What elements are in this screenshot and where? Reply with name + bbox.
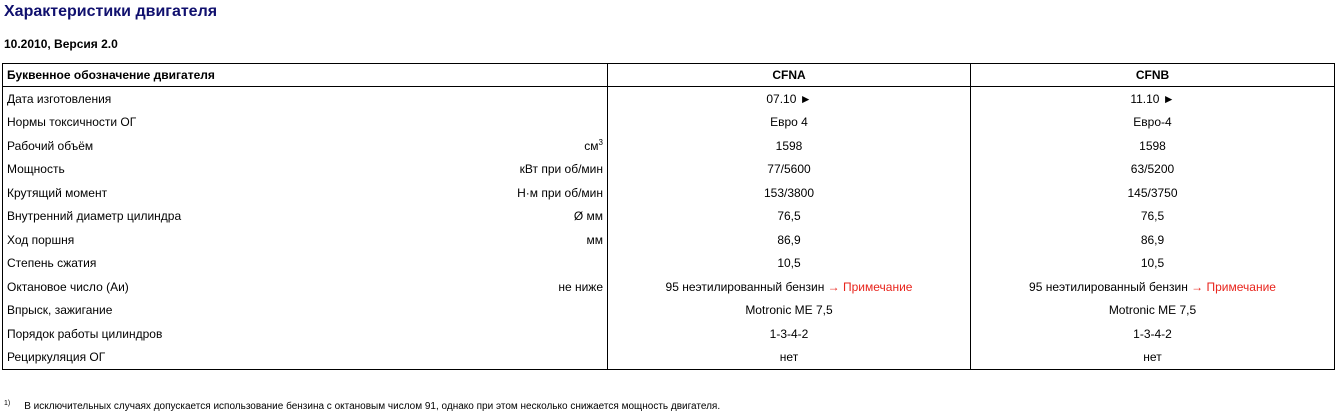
table-row xyxy=(3,322,1335,346)
value-cell-cfnb: 1-3-4-2 xyxy=(971,322,1335,346)
param-unit: $см^3$ xyxy=(584,137,603,153)
param-label: Ход поршня xyxy=(7,232,75,247)
value-cell-cfnb: 86,9 xyxy=(971,228,1335,252)
engine-code-cfnb: CFNB xyxy=(971,64,1335,87)
param-unit: не ниже xyxy=(558,279,603,294)
value-cell-cfna: Motronic ME 7,5 xyxy=(608,299,971,323)
table-row xyxy=(3,205,1335,229)
table-row xyxy=(3,87,1335,111)
value-cell-cfnb: 76,5 xyxy=(971,205,1335,229)
param-label: Порядок работы цилиндров xyxy=(7,326,163,341)
value-cell-cfna: 153/3800 xyxy=(608,181,971,205)
value-cell-cfnb: 95 неэтилированный бензин → Примечание xyxy=(971,275,1335,299)
version-label: 10.2010, Версия 2.0 xyxy=(4,37,118,51)
unit-superscript: 3 xyxy=(598,137,603,147)
footnote-mark: 1) xyxy=(4,400,11,407)
note-link[interactable]: → Примечание xyxy=(1191,279,1276,294)
value-cell-cfnb: нет xyxy=(971,346,1335,370)
param-label: Нормы токсичности ОГ xyxy=(7,115,137,130)
value-cell-cfna: 86,9 xyxy=(608,228,971,252)
header-label: Буквенное обозначение двигателя xyxy=(3,64,608,87)
value-cell-cfna: 77/5600 xyxy=(608,158,971,182)
table-row xyxy=(3,252,1335,276)
param-label: Октановое число (Аи) xyxy=(7,279,129,294)
param-label: Внутренний диаметр цилиндра xyxy=(7,209,182,224)
value-cell-cfna: 07.10 ► xyxy=(608,87,971,111)
table-row xyxy=(3,346,1335,370)
param-label: Рециркуляция ОГ xyxy=(7,350,106,365)
table-row xyxy=(3,181,1335,205)
param-unit: Ø мм xyxy=(573,209,603,224)
table-row xyxy=(3,111,1335,135)
param-label: Степень сжатия xyxy=(7,256,97,271)
value-cell-cfna: Евро 4 xyxy=(608,111,971,135)
value-cell-cfnb: Евро-4 xyxy=(971,111,1335,135)
table-row xyxy=(3,158,1335,182)
table-row xyxy=(3,299,1335,323)
engine-code-cfna: CFNA xyxy=(608,64,971,87)
engine-spec-table xyxy=(2,63,1335,370)
value-cell-cfnb: 63/5200 xyxy=(971,158,1335,182)
param-unit: Н·м при об/мин xyxy=(517,185,603,200)
param-label: Дата изготовления xyxy=(7,91,112,106)
page-title: Характеристики двигателя xyxy=(4,3,218,20)
value-cell-cfna: нет xyxy=(608,346,971,370)
value-cell-cfna: 95 неэтилированный бензин → Примечание xyxy=(608,275,971,299)
value-cell-cfnb: 1598 xyxy=(971,134,1335,158)
param-label: Впрыск, зажигание xyxy=(7,303,113,318)
param-label: Крутящий момент xyxy=(7,185,108,200)
value-cell-cfnb: 11.10 ► xyxy=(971,87,1335,111)
param-label: Рабочий объём xyxy=(7,138,94,153)
value-cell-cfna: 10,5 xyxy=(608,252,971,276)
footnote-text: В исключительных случаях допускается использование бензина с октановым числом 91, однако при этом несколько снижается мощность двигателя. xyxy=(24,401,721,412)
table-row xyxy=(3,228,1335,252)
param-unit: кВт при об/мин xyxy=(519,162,603,177)
param-unit: мм xyxy=(586,232,603,247)
param-label: Мощность xyxy=(7,162,65,177)
value-cell-cfnb: 10,5 xyxy=(971,252,1335,276)
table-header-row xyxy=(3,64,1335,87)
value-cell-cfna: 1598 xyxy=(608,134,971,158)
value-cell-cfna: 1-3-4-2 xyxy=(608,322,971,346)
value-cell-cfnb: Motronic ME 7,5 xyxy=(971,299,1335,323)
footnote xyxy=(4,401,720,412)
note-link[interactable]: → Примечание xyxy=(827,279,913,294)
table-row xyxy=(3,134,1335,158)
value-cell-cfnb: 145/3750 xyxy=(971,181,1335,205)
table-row xyxy=(3,275,1335,299)
value-cell-cfna: 76,5 xyxy=(608,205,971,229)
